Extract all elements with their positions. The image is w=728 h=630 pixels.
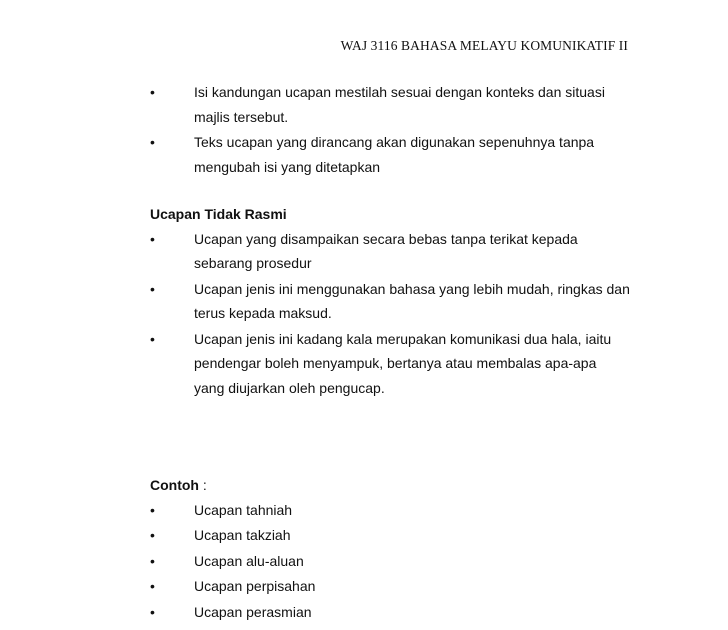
bullet-icon: • — [150, 230, 155, 247]
bullet-list-3 — [150, 498, 630, 625]
bullet-icon: • — [150, 280, 155, 297]
list-item — [150, 130, 630, 179]
contoh-label: Contoh — [150, 477, 199, 493]
bullet-list-2 — [150, 227, 630, 401]
list-item-text: Ucapan yang disampaikan secara bebas tanpa terikat kepada sebarang prosedur — [194, 230, 578, 271]
list-item — [150, 523, 630, 548]
list-item-text: Isi kandungan ucapan mestilah sesuai dengan konteks dan situasi majlis tersebut. — [194, 84, 605, 125]
list-item-text: Ucapan perasmian — [194, 603, 312, 620]
page-header: WAJ 3116 BAHASA MELAYU KOMUNIKATIF II — [340, 38, 628, 53]
list-item-text: Ucapan perpisahan — [194, 578, 316, 594]
contoh-colon: : — [198, 477, 207, 493]
list-item-text: Ucapan jenis ini menggunakan bahasa yang lebih mudah, ringkas dan terus kepada maksud. — [194, 280, 630, 321]
bullet-icon: • — [150, 84, 155, 100]
list-item — [150, 574, 630, 599]
bullet-icon: • — [150, 552, 155, 569]
bullet-icon: • — [150, 501, 155, 518]
list-item — [150, 277, 630, 326]
bullet-icon: • — [150, 527, 155, 543]
bullet-list-1 — [150, 80, 630, 179]
bullet-icon: • — [150, 603, 155, 620]
list-item-text: Ucapan tahniah — [194, 501, 293, 518]
list-item-text: Ucapan jenis ini kadang kala merupakan komunikasi dua hala, iaitu pendengar boleh menyampuk, bertanya atau membalas apa-apa yang diujarkan oleh pengucap. — [194, 330, 612, 396]
list-item — [150, 498, 630, 523]
list-item — [150, 327, 630, 401]
document-body — [150, 80, 630, 625]
list-item — [150, 600, 630, 625]
list-item-text: Ucapan takziah — [194, 527, 291, 543]
list-item — [150, 549, 630, 574]
bullet-icon: • — [150, 578, 155, 594]
section-heading-ucapan-tidak-rasmi: Ucapan Tidak Rasmi — [150, 206, 287, 222]
bullet-icon: • — [150, 330, 155, 347]
bullet-icon: • — [150, 134, 155, 150]
section-heading-contoh — [150, 473, 630, 498]
list-item-text: Teks ucapan yang dirancang akan digunakan sepenuhnya tanpa mengubah isi yang ditetapkan — [194, 134, 595, 175]
list-item-text: Ucapan alu-aluan — [194, 552, 304, 569]
list-item — [150, 227, 630, 276]
list-item — [150, 80, 630, 129]
